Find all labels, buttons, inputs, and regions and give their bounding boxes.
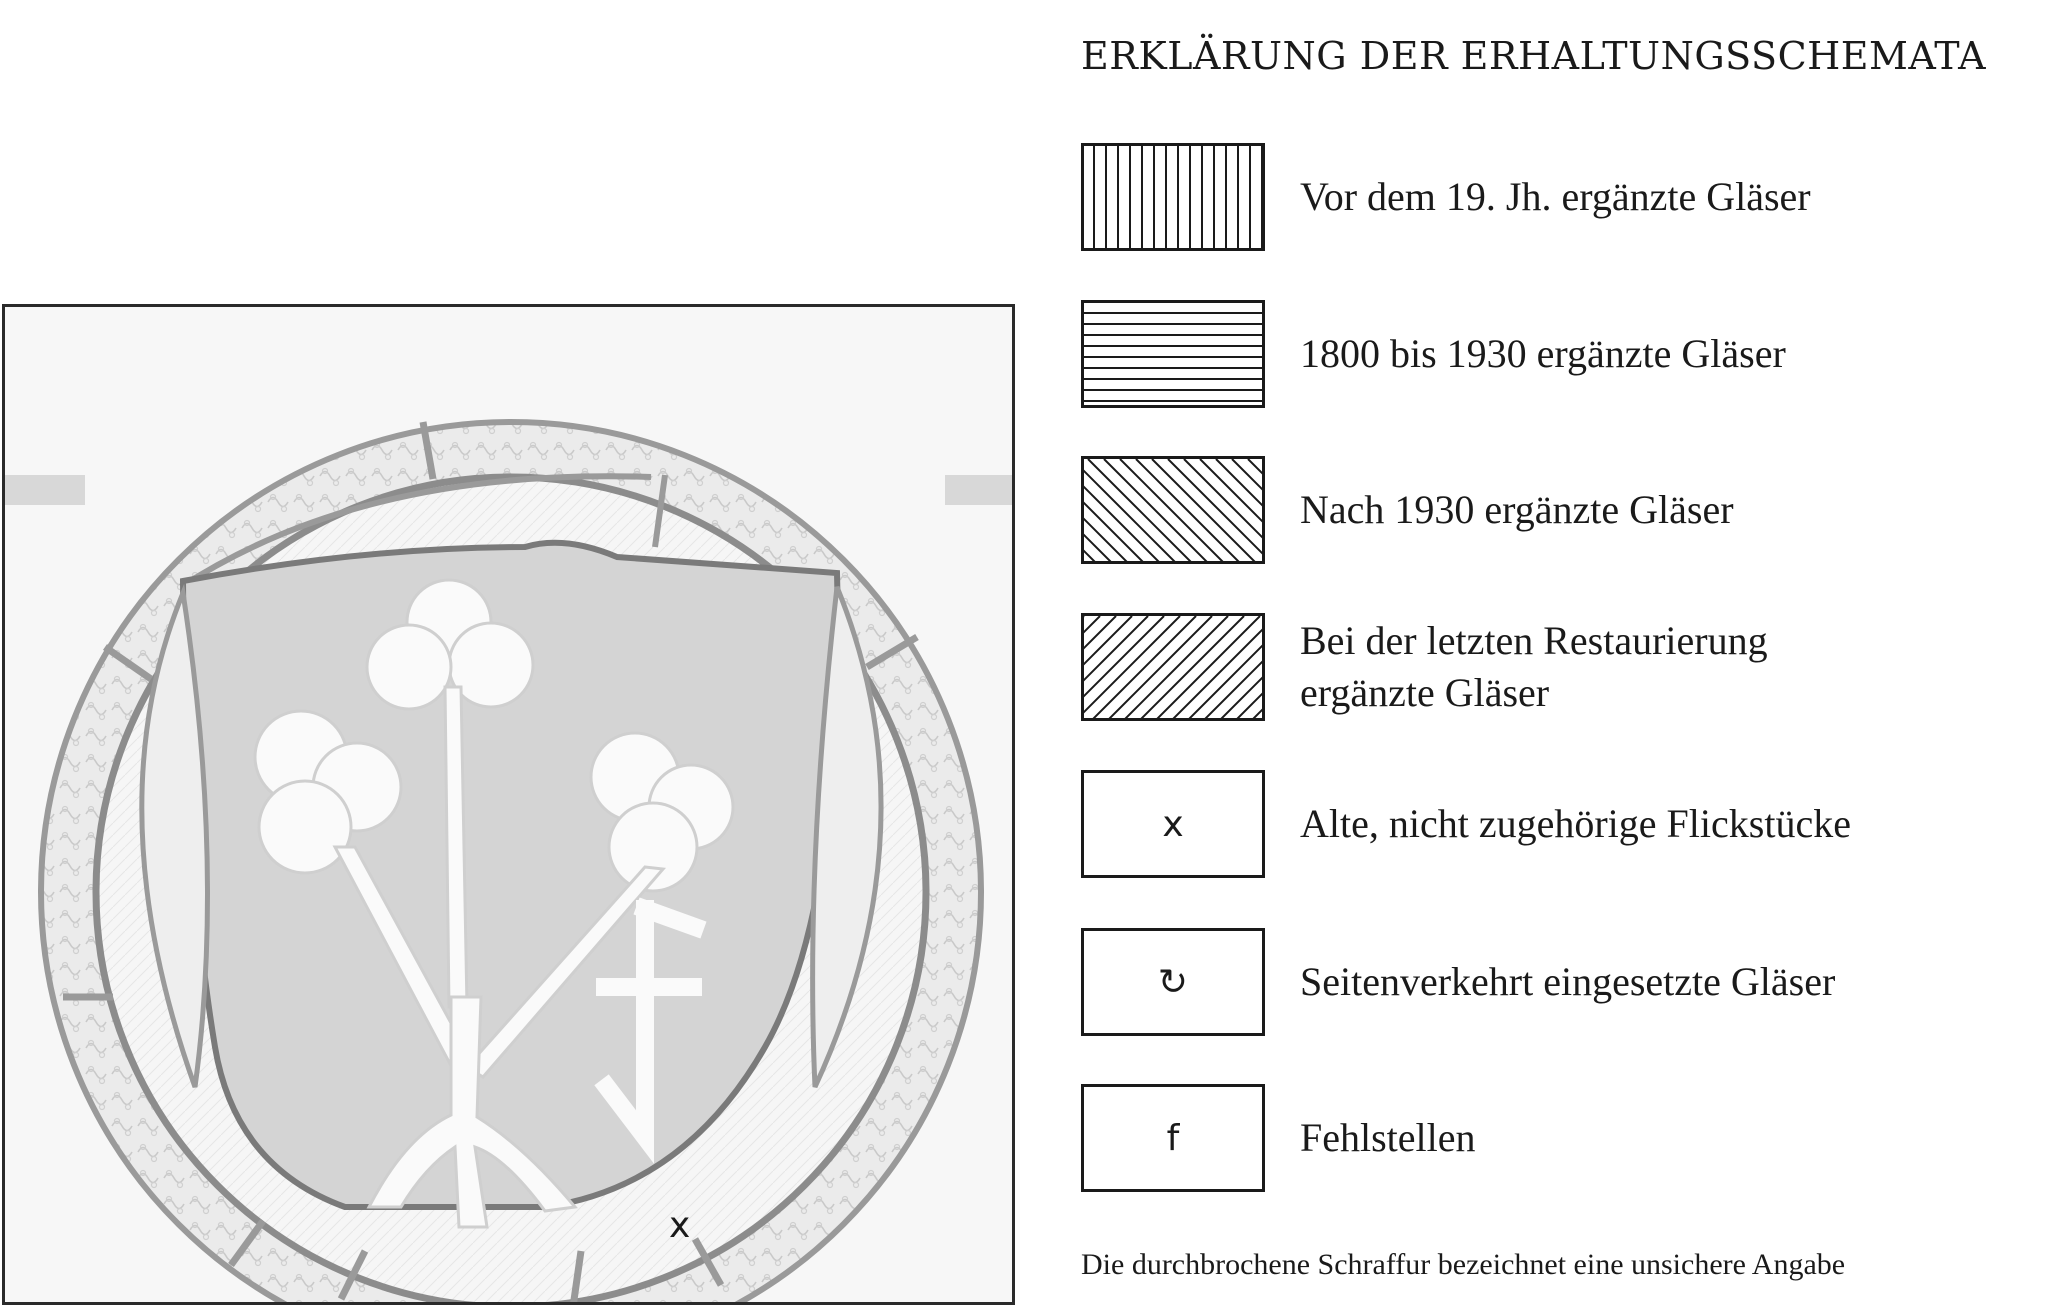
legend-symbol: f	[1166, 1117, 1180, 1159]
stained-glass-roundel-image	[5, 307, 1015, 1305]
legend-item-label	[1300, 1112, 1476, 1164]
legend-symbol: x	[1162, 803, 1184, 845]
legend-item	[1081, 143, 2031, 253]
legend-swatch	[1081, 928, 1265, 1036]
conservation-diagram	[2, 304, 1015, 1305]
legend-item	[1081, 613, 2031, 723]
legend-item-label-line: Bei der letzten Restaurierung	[1300, 618, 1768, 663]
diagonal-hatch-up-icon	[1084, 616, 1265, 721]
legend-swatch	[1081, 300, 1265, 408]
legend-item-label	[1300, 328, 1786, 380]
legend-item	[1081, 928, 2031, 1038]
legend-item-label-line: Alte, nicht zugehörige Flickstücke	[1300, 801, 1851, 846]
diagram-marker-x: x	[669, 1205, 691, 1246]
legend-item	[1081, 1084, 2031, 1194]
legend-item-label-line: ergänzte Gläser	[1300, 670, 1550, 715]
legend-swatch	[1081, 613, 1265, 721]
legend-swatch	[1081, 770, 1265, 878]
legend-item-label-line: Nach 1930 ergänzte Gläser	[1300, 487, 1734, 532]
vertical-hatch-icon	[1084, 146, 1265, 251]
legend-item-label-line: Fehlstellen	[1300, 1115, 1476, 1160]
legend-title: ERKLÄRUNG DER ERHALTUNGSSCHEMATA	[1081, 34, 1987, 78]
legend-item	[1081, 300, 2031, 410]
legend-item-label	[1300, 798, 1851, 850]
diagonal-hatch-down-icon	[1084, 459, 1265, 564]
legend-item-label	[1300, 484, 1734, 536]
legend-footnote: Die durchbrochene Schraffur bezeichnet eine unsichere Angabe	[1081, 1248, 1846, 1281]
legend-item-label	[1300, 956, 1835, 1008]
legend-symbol: ↻	[1157, 961, 1189, 1003]
horizontal-hatch-icon	[1084, 303, 1265, 408]
legend-swatch	[1081, 1084, 1265, 1192]
legend-item-label	[1300, 171, 1811, 223]
legend-item-label-line: Seitenverkehrt eingesetzte Gläser	[1300, 959, 1836, 1004]
legend-swatch	[1081, 456, 1265, 564]
legend-swatch	[1081, 143, 1265, 251]
legend-item-label-line: 1800 bis 1930 ergänzte Gläser	[1300, 331, 1786, 376]
legend-item	[1081, 770, 2031, 880]
legend-item-label	[1300, 615, 1768, 719]
legend-item-label-line: Vor dem 19. Jh. ergänzte Gläser	[1300, 174, 1811, 219]
legend-item	[1081, 456, 2031, 566]
